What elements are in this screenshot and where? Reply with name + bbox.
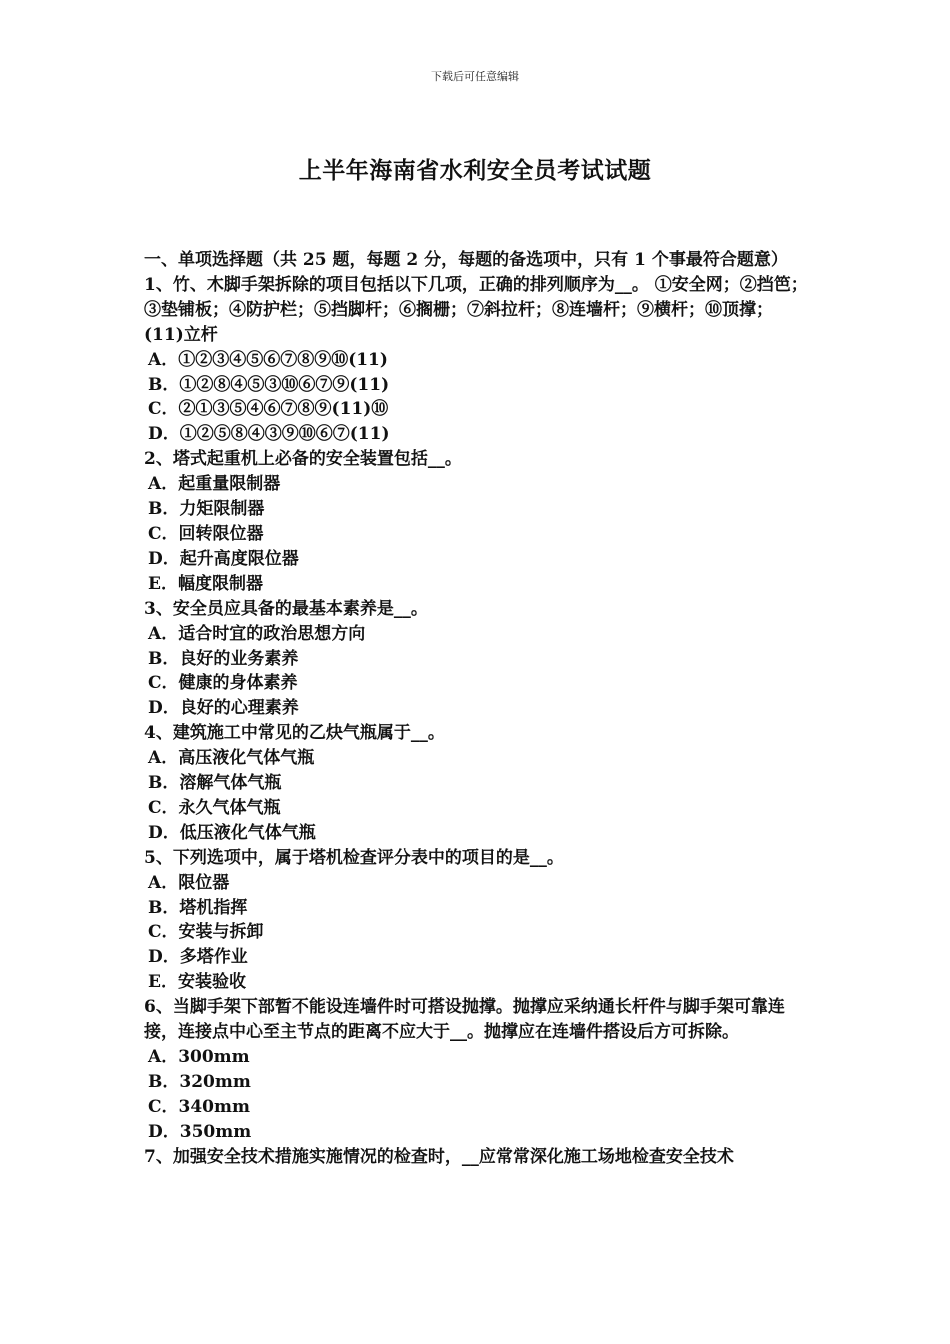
option-c: C．②①③⑤④⑥⑦⑧⑨(11)⑩: [148, 399, 389, 420]
question-4: [144, 721, 812, 846]
question-2: [144, 447, 812, 596]
option-d: D．多塔作业: [148, 947, 248, 968]
option-b: B．320mm: [148, 1071, 251, 1092]
document-body: [144, 248, 812, 1170]
question-text: 7、加强安全技术措施实施情况的检查时，__应常常深化施工场地检查安全技术: [144, 1146, 734, 1167]
option-c: C．回转限位器: [148, 523, 264, 544]
section-heading: 一、单项选择题（共 25 题，每题 2 分，每题的备选项中，只有 1 个事最符合题意）: [144, 250, 788, 270]
option-c: C．健康的身体素养: [148, 673, 298, 694]
option-b: B．塔机指挥: [148, 897, 248, 918]
option-c: C．永久气体气瓶: [148, 797, 281, 818]
option-a: A．适合时宜的政治思想方向: [148, 623, 366, 644]
header-note: 下载后可任意编辑: [431, 70, 519, 83]
option-a: A．①②③④⑤⑥⑦⑧⑨⑩(11): [148, 349, 388, 370]
option-e: E．安装验收: [148, 972, 246, 993]
option-c: C．安装与拆卸: [148, 922, 264, 943]
question-6: [144, 995, 812, 1144]
option-a: A．起重量限制器: [148, 474, 281, 495]
question-1: [144, 273, 812, 447]
document-title: 上半年海南省水利安全员考试试题: [298, 157, 652, 184]
option-d: D．350mm: [148, 1121, 252, 1142]
question-text: 1、竹、木脚手架拆除的项目包括以下几项，正确的排列顺序为__。 ①安全网；②挡笆；③垫铺板；④防护栏；⑤挡脚杆；⑥搁栅；⑦斜拉杆；⑧连墙杆；⑨横杆；⑩顶撑；(11)立杆: [144, 274, 808, 345]
option-a: A．300mm: [148, 1047, 250, 1067]
question-5: [144, 846, 812, 995]
question-3: [144, 597, 812, 722]
option-d: D．①②⑤⑧④③⑨⑩⑥⑦(11): [148, 424, 390, 445]
option-a: A．限位器: [148, 872, 230, 893]
option-c: C．340mm: [148, 1096, 250, 1117]
question-text: 2、塔式起重机上必备的安全装置包括__。: [144, 449, 462, 470]
question-text: 3、安全员应具备的最基本素养是__。: [144, 598, 428, 619]
option-d: D．起升高度限位器: [148, 548, 299, 569]
option-b: B．溶解气体气瓶: [148, 773, 282, 794]
question-text: 5、下列选项中，属于塔机检查评分表中的项目的是__。: [144, 847, 564, 868]
option-a: A．高压液化气体气瓶: [148, 748, 315, 769]
option-d: D．低压液化气体气瓶: [148, 822, 316, 843]
option-b: B．良好的业务素养: [148, 648, 299, 669]
question-text: 6、当脚手架下部暂不能设连墙件时可搭设抛撑。抛撑应采纳通长杆件与脚手架可靠连接，连接点中心至主节点的距离不应大于__。抛撑应在连墙件搭设后方可拆除。: [144, 997, 785, 1043]
question-text: 4、建筑施工中常见的乙炔气瓶属于__。: [144, 723, 445, 744]
option-d: D．良好的心理素养: [148, 698, 299, 719]
option-b: B．力矩限制器: [148, 499, 265, 520]
option-b: B．①②⑧④⑤③⑩⑥⑦⑨(11): [148, 374, 390, 395]
option-e: E．幅度限制器: [148, 573, 263, 594]
question-7: [144, 1145, 812, 1170]
